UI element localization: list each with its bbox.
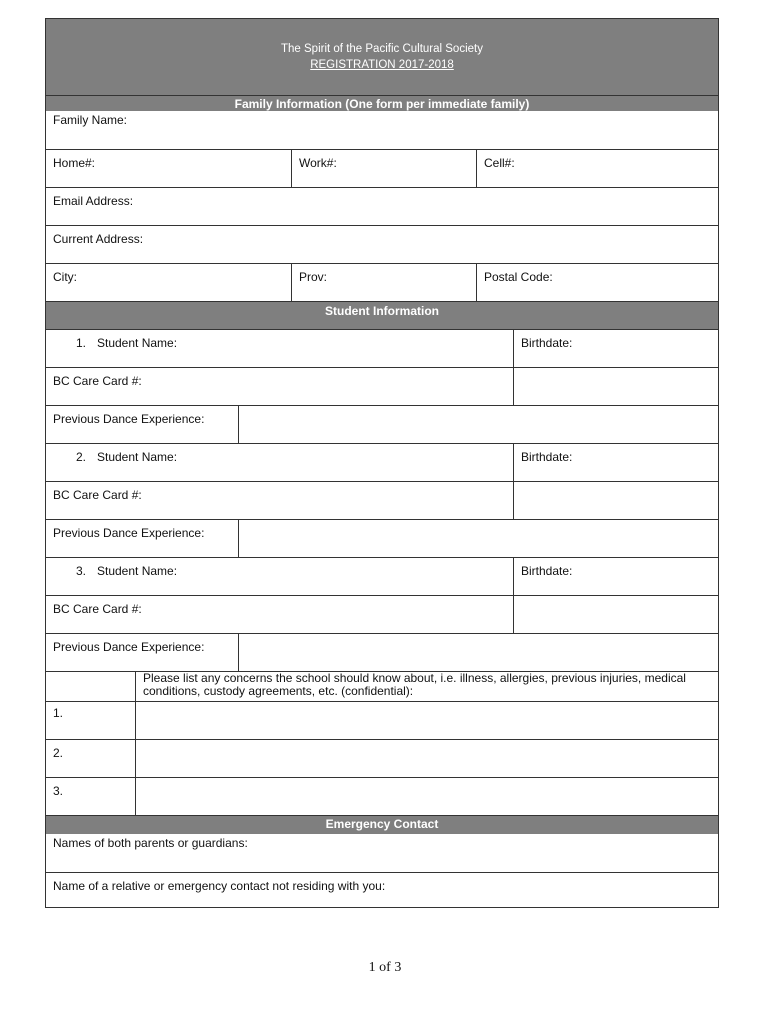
student-1-name-field[interactable] — [46, 330, 513, 367]
concerns-instruction-row — [46, 671, 718, 701]
emergency-section-title: Emergency Contact — [46, 815, 718, 834]
concerns-corner-blank — [46, 672, 135, 701]
email-label: Email Address: — [53, 194, 134, 208]
page-number: 1 of 3 — [368, 960, 402, 975]
student-3-birthdate-label: Birthdate: — [521, 564, 573, 578]
student-2-carecard-blank — [513, 482, 718, 519]
concern-row-1 — [46, 701, 718, 739]
student-section-title: Student Information — [46, 301, 718, 329]
city-label: City: — [53, 270, 77, 284]
student-1-birthdate-field[interactable] — [513, 330, 718, 367]
prov-field[interactable] — [291, 264, 476, 301]
address-label: Current Address: — [53, 232, 144, 246]
student-2-number: 2. — [76, 450, 87, 464]
student-1-number: 1. — [76, 336, 87, 350]
concern-3-number: 3. — [53, 784, 64, 798]
prov-label: Prov: — [299, 270, 328, 284]
student-2-birthdate-label: Birthdate: — [521, 450, 573, 464]
work-phone-field[interactable] — [291, 150, 476, 187]
family-name-label: Family Name: — [53, 113, 128, 127]
family-section-title: Family Information (One form per immediate family) — [46, 95, 718, 111]
relative-field[interactable] — [46, 873, 718, 907]
cell-phone-label: Cell#: — [484, 156, 515, 170]
student-1-experience-field[interactable] — [238, 406, 718, 443]
phone-row — [46, 149, 718, 187]
parents-label: Names of both parents or guardians: — [53, 836, 248, 850]
address-field[interactable] — [46, 226, 718, 263]
concerns-instruction: Please list any concerns the school should know about, i.e. illness, allergies, previous injuries, medical conditions, custody agreements, etc. (confidential): — [135, 672, 718, 701]
student-1-carecard-row — [46, 367, 718, 405]
student-1-birthdate-label: Birthdate: — [521, 336, 573, 350]
home-phone-label: Home#: — [53, 156, 96, 170]
form-title: REGISTRATION 2017-2018 — [310, 59, 454, 71]
student-1-name-label: Student Name: — [97, 336, 178, 350]
student-2-name-field[interactable] — [46, 444, 513, 481]
student-3-birthdate-field[interactable] — [513, 558, 718, 595]
student-2-carecard-row — [46, 481, 718, 519]
registration-form — [45, 18, 719, 908]
parents-row — [46, 834, 718, 872]
student-2-experience-label: Previous Dance Experience: — [53, 526, 205, 540]
concern-2-number: 2. — [53, 746, 64, 760]
student-1-carecard-blank — [513, 368, 718, 405]
student-1-experience-row — [46, 405, 718, 443]
student-3-carecard-row — [46, 595, 718, 633]
form-header — [46, 19, 718, 95]
postal-code-field[interactable] — [476, 264, 718, 301]
student-3-experience-row — [46, 633, 718, 671]
student-3-name-label: Student Name: — [97, 564, 178, 578]
student-3-experience-field[interactable] — [238, 634, 718, 671]
relative-row — [46, 872, 718, 907]
concern-1-number: 1. — [53, 706, 64, 720]
student-2-carecard-label: BC Care Card #: — [53, 488, 142, 502]
city-row — [46, 263, 718, 301]
family-name-row — [46, 111, 718, 149]
student-3-experience-label: Previous Dance Experience: — [53, 640, 205, 654]
concern-3-field[interactable] — [135, 778, 718, 815]
student-3-number: 3. — [76, 564, 87, 578]
student-1-carecard-label: BC Care Card #: — [53, 374, 142, 388]
postal-code-label: Postal Code: — [484, 270, 553, 284]
student-3-carecard-field[interactable] — [46, 596, 513, 633]
work-phone-label: Work#: — [299, 156, 337, 170]
student-3-carecard-blank — [513, 596, 718, 633]
city-field[interactable] — [46, 264, 291, 301]
student-3-name-field[interactable] — [46, 558, 513, 595]
email-row — [46, 187, 718, 225]
org-name: The Spirit of the Pacific Cultural Society — [281, 43, 483, 55]
student-2-carecard-field[interactable] — [46, 482, 513, 519]
student-2-experience-row — [46, 519, 718, 557]
concern-1-field[interactable] — [135, 702, 718, 739]
student-2-birthdate-field[interactable] — [513, 444, 718, 481]
concern-row-2 — [46, 739, 718, 777]
student-1-experience-label: Previous Dance Experience: — [53, 412, 205, 426]
cell-phone-field[interactable] — [476, 150, 718, 187]
student-3-carecard-label: BC Care Card #: — [53, 602, 142, 616]
student-2-experience-field[interactable] — [238, 520, 718, 557]
student-3-name-row — [46, 557, 718, 595]
concern-2-field[interactable] — [135, 740, 718, 777]
concern-row-3 — [46, 777, 718, 815]
home-phone-field[interactable] — [46, 150, 291, 187]
relative-label: Name of a relative or emergency contact not residing with you: — [53, 879, 386, 893]
parents-field[interactable] — [46, 834, 718, 872]
student-2-name-row — [46, 443, 718, 481]
address-row — [46, 225, 718, 263]
email-field[interactable] — [46, 188, 718, 225]
student-1-carecard-field[interactable] — [46, 368, 513, 405]
family-name-field[interactable] — [46, 111, 718, 149]
student-1-name-row — [46, 329, 718, 367]
student-2-name-label: Student Name: — [97, 450, 178, 464]
